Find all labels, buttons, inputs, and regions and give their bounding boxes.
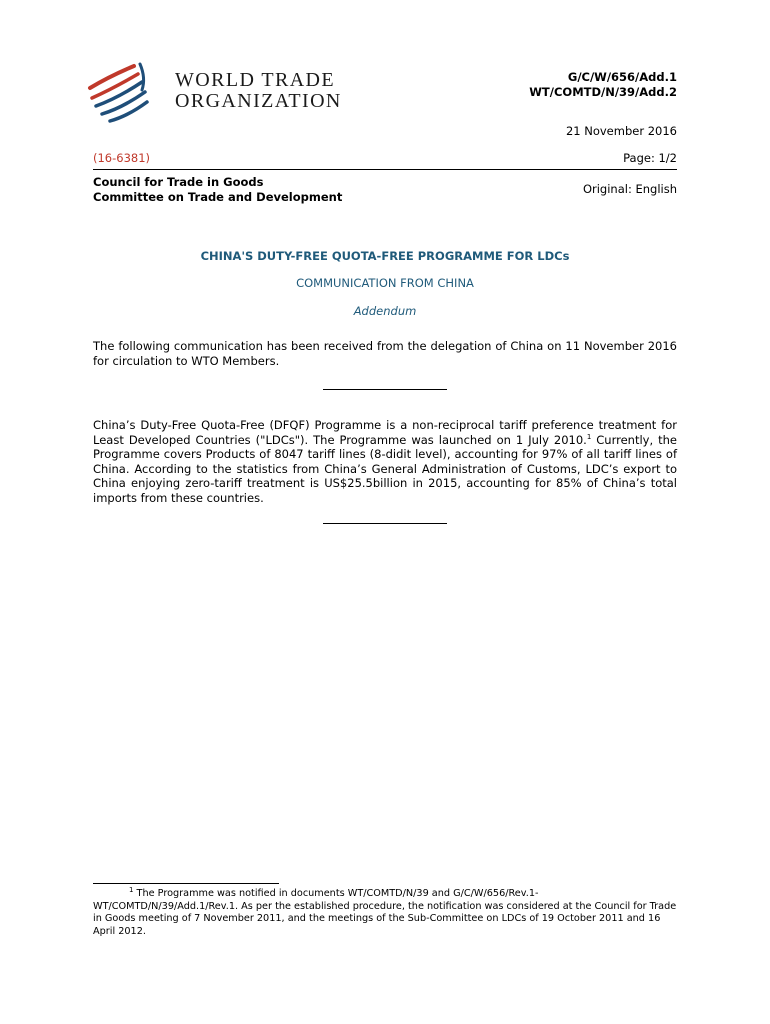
organization-name-line2: ORGANIZATION [175,90,342,112]
body-paragraph-part1: China’s Duty-Free Quota-Free (DFQF) Programme is a non-reciprocal tariff preference treatment for Least Developed Countries ("LDCs"). The Programme was launched on 1 July 2010. [93,418,677,447]
document-subtitle: COMMUNICATION FROM CHINA [296,276,474,290]
footnote-reference: 1 [586,432,592,441]
document-symbol-1: G/C/W/656/Add.1 [567,70,677,84]
page-number: Page: 1/2 [623,151,677,165]
footnote [93,885,677,938]
wto-logo-icon [82,58,150,124]
intro-paragraph: The following communication has been received from the delegation of China on 11 November 2016 for circulation to WTO Members. [93,339,677,368]
body-committee: Committee on Trade and Development [93,189,343,204]
addendum-label: Addendum [353,304,417,318]
original-language: Original: English [582,182,677,196]
footnote-divider [93,883,279,884]
document-date: 21 November 2016 [565,124,677,138]
document-number: (16-6381) [93,151,151,165]
document-title: CHINA'S DUTY-FREE QUOTA-FREE PROGRAMME FOR LDCs [200,249,570,263]
separator-line [323,389,447,390]
separator-line [323,523,447,524]
organization-name [175,70,342,112]
wto-bodies [93,175,342,204]
footnote-text: The Programme was notified in documents WT/COMTD/N/39 and G/C/W/656/Rev.1-WT/COMTD/N/39/Add.1/Rev.1. As per the established procedure, the notification was considered at the Council for Trade in Goods meeting of 7 November 2011, and the meetings of the Sub-Committee on LDCs of 19 October 2011 and 16 April 2012. [93,888,677,937]
organization-name-line1: WORLD TRADE [175,69,336,91]
body-paragraph-part2: Currently, the Programme covers Products of 8047 tariff lines (8-didit level), accounting for 97% of all tariff lines of China. According to the statistics from China’s General Administration of Customs, LDC’s export to China enjoying zero-tariff treatment is US$25.5billion in 2015, accounting for 85% of China’s total imports from these countries. [93,432,677,505]
body-council: Council for Trade in Goods [93,175,264,189]
body-paragraph [93,418,677,505]
document-symbol-2: WT/COMTD/N/39/Add.2 [529,85,677,99]
header-divider [93,169,677,170]
footnote-mark: 1 [129,885,134,894]
